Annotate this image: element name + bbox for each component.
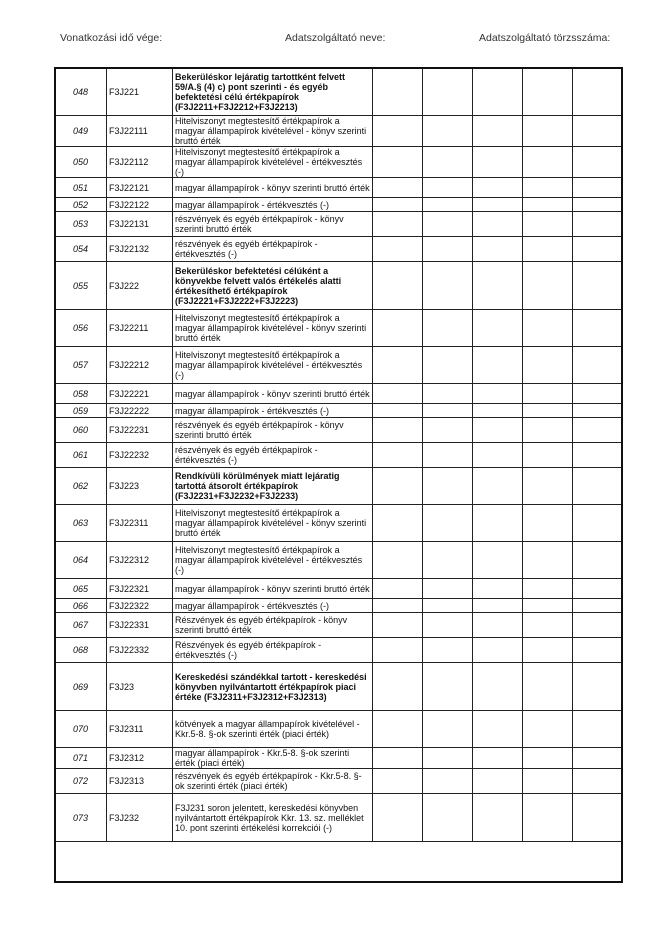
value-cell[interactable]	[573, 443, 622, 468]
value-cell[interactable]	[473, 347, 523, 384]
value-cell[interactable]	[523, 613, 573, 638]
value-cell[interactable]	[573, 418, 622, 443]
value-cell[interactable]	[373, 384, 423, 404]
value-cell[interactable]	[373, 711, 423, 748]
row-code: F3J22122	[107, 198, 173, 212]
row-number: 073	[55, 794, 107, 842]
value-cell[interactable]	[573, 116, 622, 147]
row-number: 056	[55, 310, 107, 347]
table-row	[55, 262, 622, 310]
row-description: magyar állampapírok - könyv szerinti bruttó érték	[173, 384, 373, 404]
value-cell[interactable]	[473, 443, 523, 468]
row-code: F3J2312	[107, 748, 173, 769]
value-cell[interactable]	[573, 542, 622, 579]
table-row	[55, 116, 622, 147]
row-description: részvények és egyéb értékpapírok - könyv szerinti bruttó érték	[173, 212, 373, 237]
value-cell[interactable]	[573, 505, 622, 542]
row-description: Hitelviszonyt megtestesítő értékpapírok a magyar állampapírok kivételével - könyv szerinti bruttó érték	[173, 116, 373, 147]
value-cell[interactable]	[423, 237, 473, 262]
table-row	[55, 418, 622, 443]
row-code: F3J2311	[107, 711, 173, 748]
value-cell[interactable]	[473, 178, 523, 198]
row-description: magyar állampapírok - könyv szerinti bruttó érték	[173, 178, 373, 198]
row-number: 064	[55, 542, 107, 579]
value-cell[interactable]	[573, 262, 622, 310]
value-cell[interactable]	[423, 769, 473, 794]
value-cell[interactable]	[523, 769, 573, 794]
value-cell[interactable]	[423, 404, 473, 418]
row-number: 062	[55, 468, 107, 505]
value-cell[interactable]	[523, 347, 573, 384]
value-cell[interactable]	[523, 116, 573, 147]
table-row	[55, 212, 622, 237]
row-number: 059	[55, 404, 107, 418]
row-code: F3J223	[107, 468, 173, 505]
table-row	[55, 579, 622, 599]
row-number: 071	[55, 748, 107, 769]
row-description: Részvények és egyéb értékpapírok - értékvesztés (-)	[173, 638, 373, 663]
value-cell[interactable]	[573, 178, 622, 198]
row-number: 048	[55, 68, 107, 116]
value-cell[interactable]	[373, 198, 423, 212]
row-number: 061	[55, 443, 107, 468]
value-cell[interactable]	[573, 198, 622, 212]
table-row	[55, 347, 622, 384]
row-description: Hitelviszonyt megtestesítő értékpapírok a magyar állampapírok kivételével - értékvesztés (-)	[173, 147, 373, 178]
row-description: magyar állampapírok - értékvesztés (-)	[173, 404, 373, 418]
row-code: F3J22121	[107, 178, 173, 198]
row-number: 050	[55, 147, 107, 178]
value-cell[interactable]	[523, 794, 573, 842]
row-description: Bekerüléskor befektetési célúként a könyvekbe felvett valós értékelés alatti értékesíthető értékpapírok (F3J2221+F3J2222+F3J2223)	[173, 262, 373, 310]
value-cell[interactable]	[373, 794, 423, 842]
value-cell[interactable]	[423, 147, 473, 178]
value-cell[interactable]	[523, 68, 573, 116]
row-code: F3J22111	[107, 116, 173, 147]
value-cell[interactable]	[523, 638, 573, 663]
table-row	[55, 404, 622, 418]
value-cell[interactable]	[473, 542, 523, 579]
row-code: F3J232	[107, 794, 173, 842]
period-end-label: Vonatkozási idő vége:	[60, 32, 163, 44]
value-cell[interactable]	[423, 418, 473, 443]
value-cell[interactable]	[373, 116, 423, 147]
table-row	[55, 505, 622, 542]
table-row	[55, 384, 622, 404]
row-code: F3J22322	[107, 599, 173, 613]
value-cell[interactable]	[473, 663, 523, 711]
value-cell[interactable]	[573, 794, 622, 842]
value-cell[interactable]	[573, 404, 622, 418]
value-cell[interactable]	[373, 599, 423, 613]
value-cell[interactable]	[373, 505, 423, 542]
value-cell[interactable]	[473, 505, 523, 542]
value-cell[interactable]	[473, 769, 523, 794]
value-cell[interactable]	[373, 147, 423, 178]
row-description: magyar állampapírok - értékvesztés (-)	[173, 198, 373, 212]
value-cell[interactable]	[473, 237, 523, 262]
row-number: 058	[55, 384, 107, 404]
table-row	[55, 711, 622, 748]
value-cell[interactable]	[373, 748, 423, 769]
row-number: 060	[55, 418, 107, 443]
table-row	[55, 613, 622, 638]
value-cell[interactable]	[423, 116, 473, 147]
value-cell[interactable]	[423, 579, 473, 599]
row-number: 063	[55, 505, 107, 542]
row-code: F3J22221	[107, 384, 173, 404]
provider-id-label: Adatszolgáltató törzsszáma:	[479, 32, 611, 44]
row-number: 065	[55, 579, 107, 599]
row-code: F3J22112	[107, 147, 173, 178]
value-cell[interactable]	[523, 147, 573, 178]
row-code: F3J22131	[107, 212, 173, 237]
row-description: magyar állampapírok - értékvesztés (-)	[173, 599, 373, 613]
row-description: Hitelviszonyt megtestesítő értékpapírok a magyar állampapírok kivételével - értékvesztés (-)	[173, 542, 373, 579]
value-cell[interactable]	[423, 638, 473, 663]
value-cell[interactable]	[573, 599, 622, 613]
row-code: F3J22222	[107, 404, 173, 418]
value-cell[interactable]	[523, 443, 573, 468]
value-cell[interactable]	[423, 262, 473, 310]
value-cell[interactable]	[473, 147, 523, 178]
value-cell[interactable]	[373, 418, 423, 443]
value-cell[interactable]	[373, 347, 423, 384]
value-cell[interactable]	[523, 310, 573, 347]
value-cell[interactable]	[573, 147, 622, 178]
value-cell[interactable]	[373, 663, 423, 711]
table-row	[55, 147, 622, 178]
row-code: F3J222	[107, 262, 173, 310]
row-code: F3J22311	[107, 505, 173, 542]
row-description: magyar állampapírok - Kkr.5-8. §-ok szerinti érték (piaci érték)	[173, 748, 373, 769]
value-cell[interactable]	[473, 579, 523, 599]
value-cell[interactable]	[373, 68, 423, 116]
row-description: Bekerüléskor lejáratig tartottként felvett 59/A.§ (4) c) pont szerinti - és egyéb befektetési célú értékpapírok (F3J2211+F3J2212+F3J2213)	[173, 68, 373, 116]
row-description: kötvények a magyar állampapírok kivételével - Kkr.5-8. §-ok szerinti érték (piaci érték)	[173, 711, 373, 748]
value-cell[interactable]	[473, 68, 523, 116]
value-cell[interactable]	[373, 310, 423, 347]
value-cell[interactable]	[423, 68, 473, 116]
row-number: 068	[55, 638, 107, 663]
row-description: részvények és egyéb értékpapírok - Kkr.5-8. §-ok szerinti érték (piaci érték)	[173, 769, 373, 794]
row-number: 070	[55, 711, 107, 748]
row-code: F3J22211	[107, 310, 173, 347]
row-number: 069	[55, 663, 107, 711]
row-description: Hitelviszonyt megtestesítő értékpapírok a magyar állampapírok kivételével - könyv szerinti bruttó érték	[173, 505, 373, 542]
value-cell[interactable]	[473, 198, 523, 212]
value-cell[interactable]	[523, 404, 573, 418]
value-cell[interactable]	[573, 711, 622, 748]
value-cell[interactable]	[573, 663, 622, 711]
row-description: Hitelviszonyt megtestesítő értékpapírok a magyar állampapírok kivételével - értékvesztés (-)	[173, 347, 373, 384]
value-cell[interactable]	[423, 613, 473, 638]
table-row	[55, 198, 622, 212]
provider-name-label: Adatszolgáltató neve:	[285, 32, 386, 44]
value-cell[interactable]	[523, 505, 573, 542]
row-description: Részvények és egyéb értékpapírok - könyv szerinti bruttó érték	[173, 613, 373, 638]
table-row	[55, 542, 622, 579]
value-cell[interactable]	[473, 116, 523, 147]
value-cell[interactable]	[523, 418, 573, 443]
value-cell[interactable]	[423, 198, 473, 212]
value-cell[interactable]	[523, 468, 573, 505]
value-cell[interactable]	[573, 68, 622, 116]
value-cell[interactable]	[423, 178, 473, 198]
value-cell[interactable]	[423, 599, 473, 613]
row-code: F3J221	[107, 68, 173, 116]
row-description: Kereskedési szándékkal tartott - kereskedési könyvben nyilvántartott értékpapírok piaci értéke (F3J2311+F3J2312+F3J2313)	[173, 663, 373, 711]
table-row	[55, 468, 622, 505]
row-number: 049	[55, 116, 107, 147]
value-cell[interactable]	[523, 542, 573, 579]
row-description: részvények és egyéb értékpapírok - értékvesztés (-)	[173, 237, 373, 262]
value-cell[interactable]	[423, 663, 473, 711]
value-cell[interactable]	[423, 711, 473, 748]
value-cell[interactable]	[573, 237, 622, 262]
value-cell[interactable]	[373, 212, 423, 237]
value-cell[interactable]	[523, 663, 573, 711]
row-code: F3J22231	[107, 418, 173, 443]
table-row	[55, 310, 622, 347]
value-cell[interactable]	[423, 384, 473, 404]
table-row	[55, 178, 622, 198]
value-cell[interactable]	[373, 638, 423, 663]
value-cell[interactable]	[523, 384, 573, 404]
row-description: részvények és egyéb értékpapírok - könyv szerinti bruttó érték	[173, 418, 373, 443]
value-cell[interactable]	[373, 262, 423, 310]
value-cell[interactable]	[523, 178, 573, 198]
value-cell[interactable]	[423, 347, 473, 384]
value-cell[interactable]	[473, 310, 523, 347]
value-cell[interactable]	[523, 711, 573, 748]
value-cell[interactable]	[573, 347, 622, 384]
row-description: Rendkívüli körülmények miatt lejáratig tartottá átsorolt értékpapírok (F3J2231+F3J2232+F3J2233)	[173, 468, 373, 505]
value-cell[interactable]	[523, 262, 573, 310]
row-number: 053	[55, 212, 107, 237]
row-description: részvények és egyéb értékpapírok - értékvesztés (-)	[173, 443, 373, 468]
row-number: 052	[55, 198, 107, 212]
value-cell[interactable]	[573, 769, 622, 794]
value-cell[interactable]	[523, 198, 573, 212]
value-cell[interactable]	[573, 638, 622, 663]
value-cell[interactable]	[573, 468, 622, 505]
table-row	[55, 638, 622, 663]
row-number: 066	[55, 599, 107, 613]
value-cell[interactable]	[473, 384, 523, 404]
value-cell[interactable]	[573, 384, 622, 404]
value-cell[interactable]	[373, 468, 423, 505]
row-code: F3J22212	[107, 347, 173, 384]
value-cell[interactable]	[373, 178, 423, 198]
value-cell[interactable]	[473, 711, 523, 748]
row-code: F3J23	[107, 663, 173, 711]
value-cell[interactable]	[473, 794, 523, 842]
table-row	[55, 663, 622, 711]
row-number: 057	[55, 347, 107, 384]
value-cell[interactable]	[573, 579, 622, 599]
value-cell[interactable]	[423, 310, 473, 347]
value-cell[interactable]	[423, 542, 473, 579]
row-number: 072	[55, 769, 107, 794]
row-code: F3J22232	[107, 443, 173, 468]
row-code: F3J22321	[107, 579, 173, 599]
value-cell[interactable]	[423, 468, 473, 505]
value-cell[interactable]	[573, 212, 622, 237]
value-cell[interactable]	[373, 443, 423, 468]
value-cell[interactable]	[423, 212, 473, 237]
value-cell[interactable]	[573, 748, 622, 769]
table-row	[55, 237, 622, 262]
value-cell[interactable]	[523, 748, 573, 769]
value-cell[interactable]	[373, 237, 423, 262]
report-table	[54, 67, 622, 842]
table-row	[55, 748, 622, 769]
row-code: F3J22331	[107, 613, 173, 638]
row-code: F3J22132	[107, 237, 173, 262]
value-cell[interactable]	[373, 769, 423, 794]
value-cell[interactable]	[473, 212, 523, 237]
table-row	[55, 599, 622, 613]
value-cell[interactable]	[373, 613, 423, 638]
value-cell[interactable]	[473, 404, 523, 418]
table-row	[55, 443, 622, 468]
value-cell[interactable]	[473, 638, 523, 663]
value-cell[interactable]	[473, 468, 523, 505]
row-description: Hitelviszonyt megtestesítő értékpapírok a magyar állampapírok kivételével - könyv szerinti bruttó érték	[173, 310, 373, 347]
row-description: F3J231 soron jelentett, kereskedési könyvben nyilvántartott értékpapírok Kkr. 13. sz. melléklet 10. pont szerinti értékelési korrekciói (-)	[173, 794, 373, 842]
value-cell[interactable]	[523, 237, 573, 262]
value-cell[interactable]	[473, 613, 523, 638]
row-number: 067	[55, 613, 107, 638]
value-cell[interactable]	[523, 599, 573, 613]
value-cell[interactable]	[573, 613, 622, 638]
value-cell[interactable]	[523, 579, 573, 599]
value-cell[interactable]	[423, 794, 473, 842]
table-row	[55, 769, 622, 794]
row-number: 051	[55, 178, 107, 198]
value-cell[interactable]	[473, 748, 523, 769]
value-cell[interactable]	[473, 599, 523, 613]
table-row	[55, 68, 622, 116]
value-cell[interactable]	[423, 443, 473, 468]
value-cell[interactable]	[423, 505, 473, 542]
value-cell[interactable]	[373, 542, 423, 579]
value-cell[interactable]	[373, 404, 423, 418]
value-cell[interactable]	[573, 310, 622, 347]
row-number: 055	[55, 262, 107, 310]
row-code: F3J22332	[107, 638, 173, 663]
value-cell[interactable]	[473, 418, 523, 443]
value-cell[interactable]	[523, 212, 573, 237]
value-cell[interactable]	[373, 579, 423, 599]
row-description: magyar állampapírok - könyv szerinti bruttó érték	[173, 579, 373, 599]
value-cell[interactable]	[423, 748, 473, 769]
table-row	[55, 794, 622, 842]
row-number: 054	[55, 237, 107, 262]
row-code: F3J22312	[107, 542, 173, 579]
value-cell[interactable]	[473, 262, 523, 310]
row-code: F3J2313	[107, 769, 173, 794]
